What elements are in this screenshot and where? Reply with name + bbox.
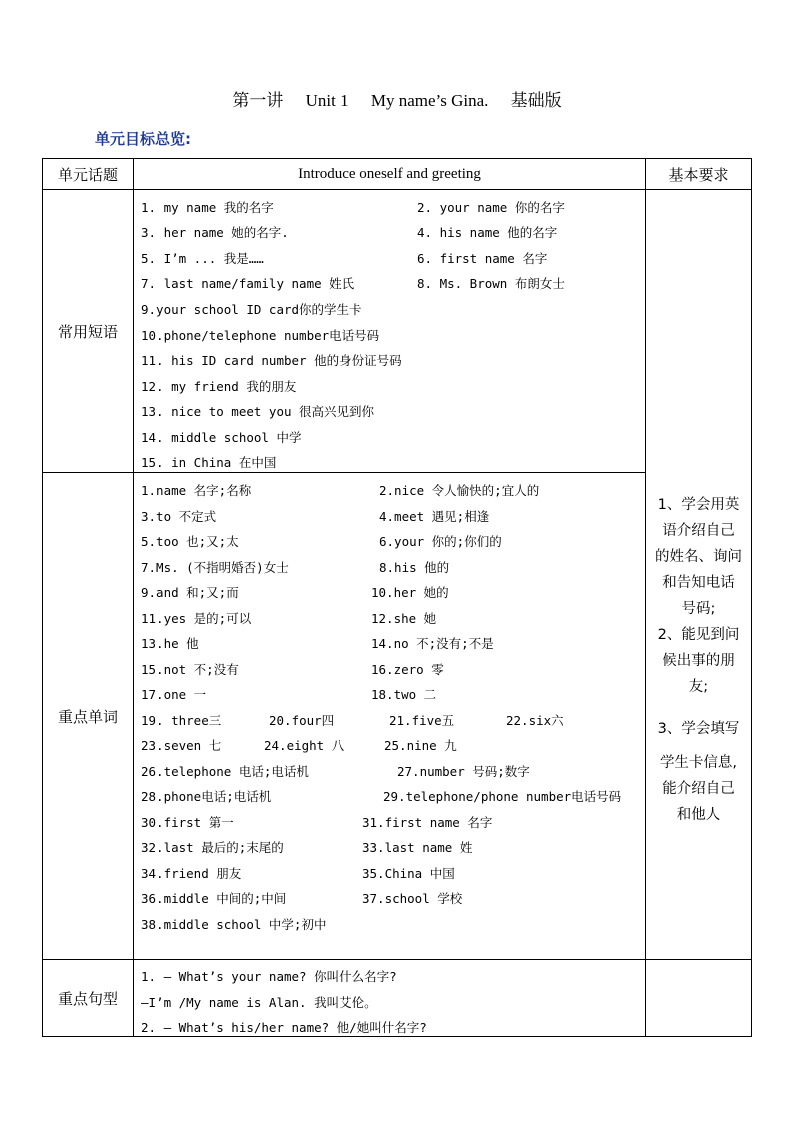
requirement-line: 号码; bbox=[681, 600, 716, 617]
word-item: 28.phone电话;电话机 bbox=[141, 789, 272, 804]
word-item: 37.school 学校 bbox=[362, 891, 463, 906]
word-item: 32.last 最后的;末尾的 bbox=[141, 840, 284, 855]
phrase-item: 4. his name 他的名字 bbox=[417, 225, 558, 240]
word-item: 30.first 第一 bbox=[141, 815, 234, 830]
word-item: 3.to 不定式 bbox=[141, 509, 217, 524]
edition-label: 基础版 bbox=[510, 91, 562, 110]
unit-overview-table bbox=[42, 158, 752, 1037]
word-item: 2.nice 令人愉快的;宜人的 bbox=[379, 483, 540, 498]
phrases-cell bbox=[134, 190, 646, 473]
sentences-label: 重点句型 bbox=[43, 960, 134, 1037]
word-item: 13.he 他 bbox=[141, 636, 199, 651]
section-subtitle: 单元目标总览: bbox=[95, 130, 191, 148]
word-item: 4.meet 遇见;相逢 bbox=[379, 509, 490, 524]
word-item: 16.zero 零 bbox=[371, 662, 444, 677]
requirement-line: 3、学会填写 bbox=[657, 720, 740, 737]
word-item: 10.her 她的 bbox=[371, 585, 449, 600]
lecture-label: 第一讲 bbox=[232, 91, 284, 110]
requirement-line: 友; bbox=[688, 678, 709, 695]
word-item: 20.four四 bbox=[269, 713, 335, 728]
word-item: 23.seven 七 bbox=[141, 738, 222, 753]
header-topic: 单元话题 bbox=[43, 159, 134, 190]
word-item: 8.his 他的 bbox=[379, 560, 450, 575]
page-title bbox=[0, 86, 794, 111]
word-item: 17.one 一 bbox=[141, 687, 207, 702]
sentence-item: —I’m /My name is Alan. 我叫艾伦。 bbox=[141, 995, 377, 1010]
word-item: 11.yes 是的;可以 bbox=[141, 611, 252, 626]
requirement-line: 1、学会用英 bbox=[657, 496, 740, 513]
requirement-line: 的姓名、询问 bbox=[655, 548, 742, 565]
requirements-cell bbox=[646, 190, 752, 960]
phrase-item: 12. my friend 我的朋友 bbox=[141, 379, 297, 394]
word-item: 12.she 她 bbox=[371, 611, 437, 626]
phrase-item: 7. last name/family name 姓氏 bbox=[141, 276, 355, 291]
word-item: 22.six六 bbox=[506, 713, 564, 728]
word-item: 26.telephone 电话;电话机 bbox=[141, 764, 309, 779]
words-label: 重点单词 bbox=[43, 473, 134, 960]
word-item: 34.friend 朋友 bbox=[141, 866, 242, 881]
phrases-label: 常用短语 bbox=[43, 190, 134, 473]
sentence-item: 2. — What’s his/her name? 他/她叫什名字? bbox=[141, 1020, 427, 1035]
word-item: 27.number 号码;数字 bbox=[397, 764, 530, 779]
phrase-item: 6. first name 名字 bbox=[417, 251, 548, 266]
requirement-line: 候出事的朋 bbox=[662, 652, 735, 669]
word-item: 24.eight 八 bbox=[264, 738, 345, 753]
phrase-item: 3. her name 她的名字. bbox=[141, 225, 289, 240]
word-item: 21.five五 bbox=[389, 713, 455, 728]
word-item: 19. three三 bbox=[141, 713, 222, 728]
word-item: 29.telephone/phone number电话号码 bbox=[383, 789, 622, 804]
sentence-item: 1. — What’s your name? 你叫什么名字? bbox=[141, 969, 397, 984]
phrase-item: 15. in China 在中国 bbox=[141, 455, 277, 470]
phrase-item: 8. Ms. Brown 布朗女士 bbox=[417, 276, 565, 291]
word-item: 33.last name 姓 bbox=[362, 840, 473, 855]
header-requirements: 基本要求 bbox=[646, 159, 752, 190]
requirement-line: 和告知电话 bbox=[662, 574, 735, 591]
word-item: 9.and 和;又;而 bbox=[141, 585, 239, 600]
phrase-item: 1. my name 我的名字 bbox=[141, 200, 274, 215]
phrase-item: 5. I’m ... 我是…… bbox=[141, 251, 264, 266]
word-item: 1.name 名字;名称 bbox=[141, 483, 252, 498]
word-item: 38.middle school 中学;初中 bbox=[141, 917, 327, 932]
phrase-item: 9.your school ID card你的学生卡 bbox=[141, 302, 362, 317]
phrase-item: 13. nice to meet you 很高兴见到你 bbox=[141, 404, 375, 419]
word-item: 25.nine 九 bbox=[384, 738, 457, 753]
word-item: 7.Ms. (不指明婚否)女士 bbox=[141, 560, 289, 575]
word-item: 36.middle 中间的;中间 bbox=[141, 891, 287, 906]
requirement-line: 2、能见到问 bbox=[657, 626, 740, 643]
words-cell bbox=[134, 473, 646, 960]
header-theme: Introduce oneself and greeting bbox=[134, 159, 646, 190]
word-item: 6.your 你的;你们的 bbox=[379, 534, 502, 549]
phrase-item: 11. his ID card number 他的身份证号码 bbox=[141, 353, 402, 368]
phrase-item: 10.phone/telephone number电话号码 bbox=[141, 328, 380, 343]
word-item: 15.not 不;没有 bbox=[141, 662, 239, 677]
requirement-line: 学生卡信息, bbox=[659, 754, 738, 771]
lesson-title: My name’s Gina. bbox=[370, 91, 489, 110]
unit-label: Unit 1 bbox=[305, 91, 349, 110]
requirement-line: 能介绍自己 bbox=[662, 780, 735, 797]
word-item: 5.too 也;又;太 bbox=[141, 534, 239, 549]
requirement-line: 和他人 bbox=[676, 806, 721, 823]
word-item: 14.no 不;没有;不是 bbox=[371, 636, 494, 651]
word-item: 31.first name 名字 bbox=[362, 815, 493, 830]
requirement-line: 语介绍自己 bbox=[662, 522, 735, 539]
phrase-item: 14. middle school 中学 bbox=[141, 430, 302, 445]
sentences-cell bbox=[134, 960, 646, 1037]
sentences-requirements-cell bbox=[646, 960, 752, 1037]
word-item: 18.two 二 bbox=[371, 687, 437, 702]
word-item: 35.China 中国 bbox=[362, 866, 455, 881]
phrase-item: 2. your name 你的名字 bbox=[417, 200, 565, 215]
